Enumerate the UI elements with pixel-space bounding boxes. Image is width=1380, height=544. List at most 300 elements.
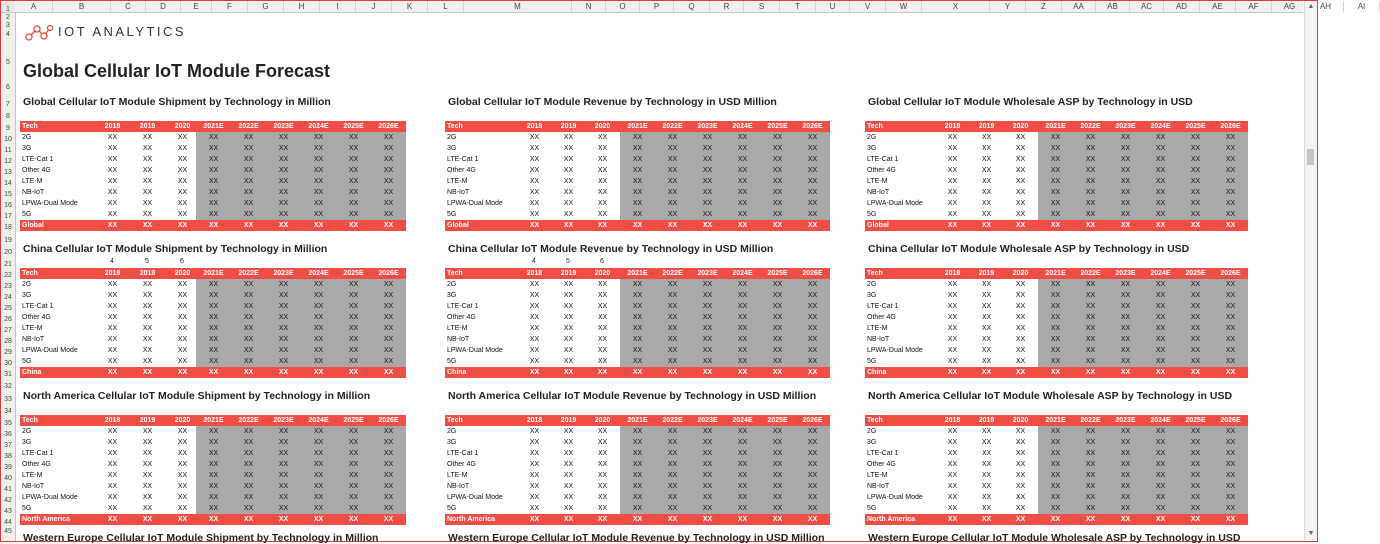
row-header[interactable]: 19 <box>4 237 12 244</box>
total-value-cell[interactable]: XX <box>348 222 359 229</box>
value-cell[interactable]: XX <box>529 134 540 141</box>
tech-label-cell[interactable]: LTE-Cat 1 <box>22 303 54 310</box>
year-header-cell[interactable]: 2021E <box>1045 417 1066 424</box>
value-cell[interactable]: XX <box>1108 459 1143 470</box>
value-cell[interactable]: XX <box>597 211 608 218</box>
value-cell[interactable]: XX <box>1143 426 1178 437</box>
tech-label-cell[interactable]: NB-IoT <box>867 336 890 343</box>
value-cell[interactable]: XX <box>981 134 992 141</box>
value-cell[interactable]: XX <box>1178 198 1213 209</box>
year-header-cell[interactable]: 2024E <box>308 123 329 130</box>
value-cell[interactable]: XX <box>947 505 958 512</box>
value-cell[interactable]: XX <box>301 503 336 514</box>
total-value-cell[interactable]: XX <box>563 516 574 523</box>
value-cell[interactable]: XX <box>947 325 958 332</box>
value-cell[interactable]: XX <box>266 345 301 356</box>
tech-label-cell[interactable]: LTE-M <box>867 325 888 332</box>
value-cell[interactable]: XX <box>142 494 153 501</box>
value-cell[interactable]: XX <box>529 211 540 218</box>
value-cell[interactable]: XX <box>231 426 266 437</box>
year-header-cell[interactable]: 2023E <box>1115 123 1136 130</box>
year-header-cell[interactable]: 2025E <box>343 417 364 424</box>
total-value-cell[interactable]: XX <box>208 516 219 523</box>
value-cell[interactable]: XX <box>1015 461 1026 468</box>
value-cell[interactable]: XX <box>597 200 608 207</box>
value-cell[interactable]: XX <box>725 154 760 165</box>
value-cell[interactable]: XX <box>231 459 266 470</box>
value-cell[interactable]: XX <box>1143 165 1178 176</box>
value-cell[interactable]: XX <box>177 358 188 365</box>
value-cell[interactable]: XX <box>1178 301 1213 312</box>
value-cell[interactable]: XX <box>196 356 231 367</box>
value-cell[interactable]: XX <box>1213 426 1248 437</box>
value-cell[interactable]: XX <box>1108 165 1143 176</box>
tech-label-cell[interactable]: 2G <box>22 428 32 435</box>
value-cell[interactable]: XX <box>947 494 958 501</box>
value-cell[interactable]: XX <box>1038 356 1073 367</box>
value-cell[interactable]: XX <box>371 503 406 514</box>
value-cell[interactable]: XX <box>231 334 266 345</box>
year-header-cell[interactable]: 2022E <box>662 270 683 277</box>
value-cell[interactable]: XX <box>563 347 574 354</box>
value-cell[interactable]: XX <box>1038 301 1073 312</box>
value-cell[interactable]: XX <box>1015 472 1026 479</box>
value-cell[interactable]: XX <box>795 437 830 448</box>
value-cell[interactable]: XX <box>301 132 336 143</box>
total-value-cell[interactable]: XX <box>142 516 153 523</box>
value-cell[interactable]: XX <box>266 301 301 312</box>
value-cell[interactable]: XX <box>620 448 655 459</box>
value-cell[interactable]: XX <box>655 187 690 198</box>
row-header[interactable]: 13 <box>4 169 12 176</box>
value-cell[interactable]: XX <box>1178 356 1213 367</box>
value-cell[interactable]: XX <box>620 345 655 356</box>
total-value-cell[interactable]: XX <box>1225 516 1236 523</box>
year-header-cell[interactable]: 2020 <box>594 270 611 277</box>
value-cell[interactable]: XX <box>1213 165 1248 176</box>
value-cell[interactable]: XX <box>196 481 231 492</box>
value-cell[interactable]: XX <box>760 279 795 290</box>
value-cell[interactable]: XX <box>620 459 655 470</box>
value-cell[interactable]: XX <box>1015 428 1026 435</box>
year-header-cell[interactable]: 2018 <box>104 270 121 277</box>
value-cell[interactable]: XX <box>371 492 406 503</box>
year-header-cell[interactable]: 2023E <box>1115 417 1136 424</box>
tech-label-cell[interactable]: LPWA-Dual Mode <box>867 347 923 354</box>
total-value-cell[interactable]: XX <box>1190 222 1201 229</box>
value-cell[interactable]: XX <box>1108 290 1143 301</box>
total-value-cell[interactable]: XX <box>243 369 254 376</box>
value-cell[interactable]: XX <box>107 494 118 501</box>
value-cell[interactable]: XX <box>563 134 574 141</box>
value-cell[interactable]: XX <box>795 448 830 459</box>
column-header[interactable]: T <box>780 1 816 12</box>
value-cell[interactable]: XX <box>597 145 608 152</box>
column-header[interactable]: G <box>248 1 284 12</box>
value-cell[interactable]: XX <box>1178 154 1213 165</box>
year-header-cell[interactable]: 2020 <box>1012 417 1029 424</box>
row-header[interactable]: 37 <box>4 442 12 449</box>
value-cell[interactable]: XX <box>690 198 725 209</box>
total-value-cell[interactable]: XX <box>667 516 678 523</box>
row-header[interactable]: 26 <box>4 316 12 323</box>
value-cell[interactable]: XX <box>1108 437 1143 448</box>
tech-label-cell[interactable]: Other 4G <box>867 461 896 468</box>
value-cell[interactable]: XX <box>371 470 406 481</box>
value-cell[interactable]: XX <box>1038 154 1073 165</box>
value-cell[interactable]: XX <box>563 314 574 321</box>
column-header[interactable]: A <box>15 1 53 12</box>
value-cell[interactable]: XX <box>1213 448 1248 459</box>
value-cell[interactable]: XX <box>1213 176 1248 187</box>
column-header[interactable]: Y <box>990 1 1026 12</box>
value-cell[interactable]: XX <box>981 461 992 468</box>
total-value-cell[interactable]: XX <box>243 516 254 523</box>
value-cell[interactable]: XX <box>795 503 830 514</box>
value-cell[interactable]: XX <box>142 461 153 468</box>
tech-label-cell[interactable]: Other 4G <box>22 314 51 321</box>
value-cell[interactable]: XX <box>301 154 336 165</box>
value-cell[interactable]: XX <box>597 505 608 512</box>
value-cell[interactable]: XX <box>1213 345 1248 356</box>
row-header[interactable]: 36 <box>4 431 12 438</box>
value-cell[interactable]: XX <box>1015 200 1026 207</box>
value-cell[interactable]: XX <box>947 314 958 321</box>
column-header[interactable]: M <box>464 1 572 12</box>
column-header[interactable]: S <box>744 1 780 12</box>
value-cell[interactable]: XX <box>371 312 406 323</box>
header-tech-label[interactable]: Tech <box>22 270 38 277</box>
total-value-cell[interactable]: XX <box>177 369 188 376</box>
total-value-cell[interactable]: XX <box>348 516 359 523</box>
value-cell[interactable]: XX <box>1015 358 1026 365</box>
value-cell[interactable]: XX <box>529 200 540 207</box>
value-cell[interactable]: XX <box>301 301 336 312</box>
value-cell[interactable]: XX <box>177 281 188 288</box>
value-cell[interactable]: XX <box>690 132 725 143</box>
value-cell[interactable]: XX <box>725 312 760 323</box>
value-cell[interactable]: XX <box>690 187 725 198</box>
value-cell[interactable]: XX <box>690 437 725 448</box>
value-cell[interactable]: XX <box>231 492 266 503</box>
value-cell[interactable]: XX <box>529 494 540 501</box>
value-cell[interactable]: XX <box>655 470 690 481</box>
value-cell[interactable]: XX <box>981 189 992 196</box>
year-header-cell[interactable]: 2022E <box>1080 123 1101 130</box>
tech-label-cell[interactable]: 3G <box>447 292 457 299</box>
value-cell[interactable]: XX <box>725 290 760 301</box>
value-cell[interactable]: XX <box>1073 312 1108 323</box>
year-header-cell[interactable]: 2024E <box>732 270 753 277</box>
value-cell[interactable]: XX <box>301 426 336 437</box>
value-cell[interactable]: XX <box>336 470 371 481</box>
value-cell[interactable]: XX <box>760 165 795 176</box>
column-header[interactable]: AF <box>1236 1 1272 12</box>
value-cell[interactable]: XX <box>655 448 690 459</box>
value-cell[interactable]: XX <box>1213 503 1248 514</box>
value-cell[interactable]: XX <box>1038 198 1073 209</box>
value-cell[interactable]: XX <box>760 503 795 514</box>
value-cell[interactable]: XX <box>690 448 725 459</box>
value-cell[interactable]: XX <box>1108 334 1143 345</box>
value-cell[interactable]: XX <box>1108 503 1143 514</box>
value-cell[interactable]: XX <box>301 448 336 459</box>
value-cell[interactable]: XX <box>336 481 371 492</box>
value-cell[interactable]: XX <box>563 358 574 365</box>
total-value-cell[interactable]: XX <box>772 516 783 523</box>
value-cell[interactable]: XX <box>1178 132 1213 143</box>
value-cell[interactable]: XX <box>690 492 725 503</box>
year-header-cell[interactable]: 2019 <box>978 270 995 277</box>
year-header-cell[interactable]: 2024E <box>308 417 329 424</box>
value-cell[interactable]: XX <box>1178 143 1213 154</box>
year-header-cell[interactable]: 2023E <box>273 417 294 424</box>
value-cell[interactable]: XX <box>690 481 725 492</box>
value-cell[interactable]: XX <box>981 156 992 163</box>
value-cell[interactable]: XX <box>795 143 830 154</box>
value-cell[interactable]: XX <box>1015 347 1026 354</box>
tech-label-cell[interactable]: NB-IoT <box>447 189 470 196</box>
value-cell[interactable]: XX <box>1108 143 1143 154</box>
value-cell[interactable]: XX <box>1038 459 1073 470</box>
value-cell[interactable]: XX <box>142 189 153 196</box>
value-cell[interactable]: XX <box>266 154 301 165</box>
value-cell[interactable]: XX <box>655 279 690 290</box>
value-cell[interactable]: XX <box>1108 154 1143 165</box>
tech-label-cell[interactable]: 5G <box>22 505 32 512</box>
column-header[interactable]: O <box>606 1 640 12</box>
value-cell[interactable]: XX <box>1213 312 1248 323</box>
value-cell[interactable]: XX <box>142 325 153 332</box>
year-header-cell[interactable]: 2019 <box>560 417 577 424</box>
value-cell[interactable]: XX <box>1143 492 1178 503</box>
value-cell[interactable]: XX <box>947 292 958 299</box>
year-header-cell[interactable]: 2025E <box>1185 123 1206 130</box>
value-cell[interactable]: XX <box>107 428 118 435</box>
value-cell[interactable]: XX <box>947 281 958 288</box>
column-header[interactable]: X <box>922 1 990 12</box>
value-cell[interactable]: XX <box>1143 187 1178 198</box>
column-header[interactable]: B <box>53 1 111 12</box>
value-cell[interactable]: XX <box>620 481 655 492</box>
tech-label-cell[interactable]: Other 4G <box>867 314 896 321</box>
value-cell[interactable]: XX <box>231 481 266 492</box>
value-cell[interactable]: XX <box>947 472 958 479</box>
value-cell[interactable]: XX <box>196 198 231 209</box>
value-cell[interactable]: XX <box>1143 459 1178 470</box>
value-cell[interactable]: XX <box>1015 505 1026 512</box>
value-cell[interactable]: XX <box>620 323 655 334</box>
row-header[interactable]: 2 <box>6 14 10 21</box>
value-cell[interactable]: XX <box>760 426 795 437</box>
value-cell[interactable]: XX <box>795 187 830 198</box>
value-cell[interactable]: XX <box>1213 279 1248 290</box>
value-cell[interactable]: XX <box>266 143 301 154</box>
total-value-cell[interactable]: XX <box>529 369 540 376</box>
value-cell[interactable]: XX <box>620 492 655 503</box>
value-cell[interactable]: XX <box>620 470 655 481</box>
value-cell[interactable]: XX <box>142 134 153 141</box>
value-cell[interactable]: XX <box>1213 437 1248 448</box>
value-cell[interactable]: XX <box>760 470 795 481</box>
value-cell[interactable]: XX <box>563 292 574 299</box>
value-cell[interactable]: XX <box>1213 492 1248 503</box>
total-value-cell[interactable]: XX <box>383 222 394 229</box>
total-value-cell[interactable]: XX <box>1085 222 1096 229</box>
value-cell[interactable]: XX <box>1178 334 1213 345</box>
value-cell[interactable]: XX <box>795 165 830 176</box>
value-cell[interactable]: XX <box>620 198 655 209</box>
year-header-cell[interactable]: 2021E <box>203 270 224 277</box>
value-cell[interactable]: XX <box>266 426 301 437</box>
value-cell[interactable]: XX <box>1178 426 1213 437</box>
value-cell[interactable]: XX <box>795 323 830 334</box>
value-cell[interactable]: XX <box>371 334 406 345</box>
column-header[interactable]: U <box>816 1 850 12</box>
value-cell[interactable]: XX <box>301 470 336 481</box>
year-header-cell[interactable]: 2024E <box>732 123 753 130</box>
value-cell[interactable]: XX <box>529 472 540 479</box>
value-cell[interactable]: XX <box>107 358 118 365</box>
total-value-cell[interactable]: XX <box>1120 369 1131 376</box>
value-cell[interactable]: XX <box>231 345 266 356</box>
value-cell[interactable]: XX <box>760 187 795 198</box>
year-header-cell[interactable]: 2021E <box>203 417 224 424</box>
year-header-cell[interactable]: 2019 <box>139 270 156 277</box>
value-cell[interactable]: XX <box>336 132 371 143</box>
value-cell[interactable]: XX <box>655 334 690 345</box>
value-cell[interactable]: XX <box>529 461 540 468</box>
year-header-cell[interactable]: 2026E <box>1220 270 1241 277</box>
tech-label-cell[interactable]: 5G <box>447 505 457 512</box>
tech-label-cell[interactable]: 5G <box>22 358 32 365</box>
value-cell[interactable]: XX <box>1178 290 1213 301</box>
value-cell[interactable]: XX <box>1178 279 1213 290</box>
value-cell[interactable]: XX <box>563 211 574 218</box>
value-cell[interactable]: XX <box>981 347 992 354</box>
tech-label-cell[interactable]: 5G <box>867 358 877 365</box>
value-cell[interactable]: XX <box>231 323 266 334</box>
column-header[interactable]: L <box>428 1 464 12</box>
tech-label-cell[interactable]: 5G <box>447 358 457 365</box>
value-cell[interactable]: XX <box>529 167 540 174</box>
value-cell[interactable]: XX <box>231 187 266 198</box>
total-label-cell[interactable]: Global <box>867 222 889 229</box>
value-cell[interactable]: XX <box>142 303 153 310</box>
tech-label-cell[interactable]: 5G <box>22 211 32 218</box>
value-cell[interactable]: XX <box>177 156 188 163</box>
total-value-cell[interactable]: XX <box>313 516 324 523</box>
value-cell[interactable]: XX <box>336 312 371 323</box>
total-value-cell[interactable]: XX <box>383 369 394 376</box>
value-cell[interactable]: XX <box>371 481 406 492</box>
value-cell[interactable]: XX <box>760 323 795 334</box>
total-label-cell[interactable]: Global <box>22 222 44 229</box>
value-cell[interactable]: XX <box>655 301 690 312</box>
total-value-cell[interactable]: XX <box>597 369 608 376</box>
value-cell[interactable]: XX <box>1038 334 1073 345</box>
value-cell[interactable]: XX <box>597 450 608 457</box>
value-cell[interactable]: XX <box>107 336 118 343</box>
column-header[interactable]: D <box>146 1 181 12</box>
tech-label-cell[interactable]: 3G <box>867 292 877 299</box>
total-value-cell[interactable]: XX <box>981 369 992 376</box>
year-header-cell[interactable]: 2025E <box>767 270 788 277</box>
value-cell[interactable]: XX <box>336 198 371 209</box>
row-header[interactable]: 12 <box>4 158 12 165</box>
value-cell[interactable]: XX <box>336 492 371 503</box>
value-cell[interactable]: XX <box>142 145 153 152</box>
value-cell[interactable]: XX <box>981 336 992 343</box>
year-header-cell[interactable]: 2023E <box>697 123 718 130</box>
value-cell[interactable]: XX <box>655 426 690 437</box>
value-cell[interactable]: XX <box>196 290 231 301</box>
total-value-cell[interactable]: XX <box>1120 516 1131 523</box>
value-cell[interactable]: XX <box>142 439 153 446</box>
value-cell[interactable]: XX <box>597 336 608 343</box>
value-cell[interactable]: XX <box>1178 165 1213 176</box>
value-cell[interactable]: XX <box>760 312 795 323</box>
value-cell[interactable]: XX <box>597 303 608 310</box>
value-cell[interactable]: XX <box>266 470 301 481</box>
total-value-cell[interactable]: XX <box>1190 516 1201 523</box>
value-cell[interactable]: XX <box>196 334 231 345</box>
value-cell[interactable]: XX <box>760 356 795 367</box>
tech-label-cell[interactable]: LTE-M <box>447 325 468 332</box>
tech-label-cell[interactable]: 3G <box>447 439 457 446</box>
value-cell[interactable]: XX <box>655 176 690 187</box>
total-value-cell[interactable]: XX <box>1155 369 1166 376</box>
value-cell[interactable]: XX <box>231 448 266 459</box>
value-cell[interactable]: XX <box>1015 178 1026 185</box>
total-value-cell[interactable]: XX <box>947 222 958 229</box>
value-cell[interactable]: XX <box>231 154 266 165</box>
value-cell[interactable]: XX <box>371 301 406 312</box>
value-cell[interactable]: XX <box>177 134 188 141</box>
total-value-cell[interactable]: XX <box>1155 516 1166 523</box>
year-header-cell[interactable]: 2025E <box>767 123 788 130</box>
tech-label-cell[interactable]: NB-IoT <box>22 189 45 196</box>
value-cell[interactable]: XX <box>1108 470 1143 481</box>
value-cell[interactable]: XX <box>142 336 153 343</box>
column-header[interactable]: AH <box>1308 1 1344 12</box>
column-header[interactable]: R <box>710 1 744 12</box>
tech-label-cell[interactable]: LTE-M <box>447 178 468 185</box>
value-cell[interactable]: XX <box>1143 503 1178 514</box>
year-header-cell[interactable]: 2026E <box>378 270 399 277</box>
value-cell[interactable]: XX <box>336 279 371 290</box>
year-header-cell[interactable]: 2021E <box>627 123 648 130</box>
tech-label-cell[interactable]: 5G <box>867 211 877 218</box>
value-cell[interactable]: XX <box>1073 323 1108 334</box>
value-cell[interactable]: XX <box>1073 187 1108 198</box>
value-cell[interactable]: XX <box>620 290 655 301</box>
value-cell[interactable]: XX <box>690 345 725 356</box>
tech-label-cell[interactable]: LTE-M <box>22 178 43 185</box>
value-cell[interactable]: XX <box>981 211 992 218</box>
value-cell[interactable]: XX <box>1038 345 1073 356</box>
value-cell[interactable]: XX <box>563 325 574 332</box>
value-cell[interactable]: XX <box>529 325 540 332</box>
value-cell[interactable]: XX <box>690 301 725 312</box>
value-cell[interactable]: XX <box>177 347 188 354</box>
tech-label-cell[interactable]: LPWA-Dual Mode <box>867 494 923 501</box>
value-cell[interactable]: XX <box>690 209 725 220</box>
row-header[interactable]: 33 <box>4 396 12 403</box>
value-cell[interactable]: XX <box>725 437 760 448</box>
value-cell[interactable]: XX <box>597 189 608 196</box>
value-cell[interactable]: XX <box>1143 334 1178 345</box>
